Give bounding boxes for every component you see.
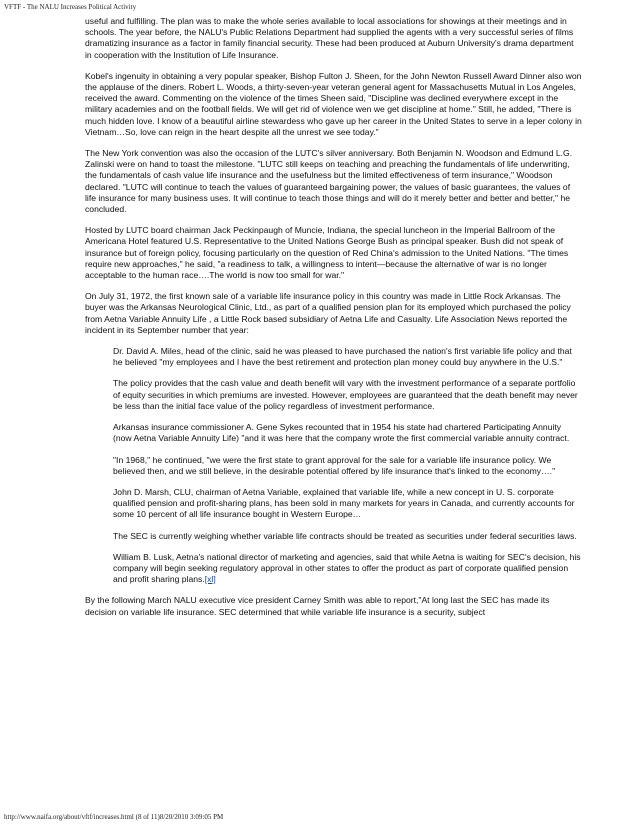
paragraph-lutc-anniversary: The New York convention was also the occasion of the LUTC's silver anniversary. Both Benjamin N. Woodson and Edmund L.G. Zalinski were on hand to toast the milestone. "LUTC still keeps on teaching and preaching the fundamentals of life underwriting, the fundamentals of cash value life insurance and the usefulness but the limited effectiveness of term insurance," Woodson declared. "LUTC will continue to teach the values of guaranteed bargaining power, the values of basic guarantees, the values of life insurance for many business uses. It will continue to teach those things and will do it merely better and better and better," he concluded. bbox=[85, 148, 573, 215]
quote-lusk bbox=[113, 552, 582, 586]
quote-policy-provision: The policy provides that the cash value and death benefit will vary with the investment performance of a separate portfolio of equity securities in which premiums are invested. However, employees are guaranteed that the death benefit may never be less than the initial face value of the policy regardless of investment performance. bbox=[113, 378, 578, 411]
paragraph-variable-life-sale: On July 31, 1972, the first known sale of a variable life insurance policy in this country was made in Little Rock Arkansas. The buyer was the Arkansas Neurological Clinic, Ltd., as part of a qualified pension plan for its employed which purchased the policy from Aetna Variable Annuity Life , a Little Rock based subsidiary of Aetna Life and Casualty. Life Association News reported the incident in its September number that year: bbox=[85, 291, 571, 335]
quote-sykes: Arkansas insurance commissioner A. Gene Sykes recounted that in 1954 his state had chartered Participating Annuity (now Aetna Variable Annuity Life) "and it was here that the company wrote the first commercial variable annuity contract. bbox=[113, 422, 570, 444]
page-footer: http://www.naifa.org/about/vftf/increases.html (8 of 11)8/20/2010 3:09:05 PM bbox=[4, 813, 224, 821]
quote-marsh: John D. Marsh, CLU, chairman of Aetna Variable, explained that variable life, while a new concept in U. S. corporate qualified pension and profit-sharing plans, has been sold in many markets for years in Canada, and currently accounts for some 10 percent of all life insurance bought in Western Europe… bbox=[113, 486, 575, 520]
page-header: VFTF - The NALU Increases Political Activity bbox=[4, 3, 137, 11]
paragraph-film-series: useful and fulfilling. The plan was to make the whole series available to local associations for showings at their meetings and in schools. The year before, the NALU's Public Relations Department had supplied the agents with a very successful series of films dramatizing insurance as a factor in family financial security. These had been produced at Auburn University's drama department in cooperation with the Institution of Life Insurance. bbox=[85, 16, 574, 60]
quote-1968: "In 1968," he continued, "we were the first state to grant approval for the sale for a variable life insurance policy. We believed then, and we still believe, in the desirable potential offered by life insurance that's linked to the economy…." bbox=[113, 454, 556, 476]
quote-sec: The SEC is currently weighing whether variable life contracts should be treated as securities under federal securities laws. bbox=[113, 530, 577, 541]
paragraph-sheen-speech: Kobel's ingenuity in obtaining a very popular speaker, Bishop Fulton J. Sheen, for the John Newton Russell Award Dinner also won the applause of the diners. Robert L. Woods, a thirty-seven-year veteran general agent for Massachusetts Mutual in Los Angeles, received the award. Commenting on the violence of the times Sheen said, "Discipline was declined everywhere except in the military academies and on the football fields. We will get rid of violence wen we get discipline at home." Still, he added, "There is much hidden love. I know of a beautiful airline stewardess who gave up her career in the United States to serve in a leper colony in Vietnam…So, love can reign in the heart despite all the unrest we see today." bbox=[85, 70, 582, 137]
quote-lusk-text: William B. Lusk, Aetna's national director of marketing and agencies, said that while Aetna is waiting for SEC's decision, his company will begin seeking regulatory approval in other states to offer the product as part of corporate qualified pension and profit sharing plans. bbox=[113, 551, 581, 585]
block-quote bbox=[113, 346, 582, 585]
article-body bbox=[85, 16, 582, 628]
footnote-link[interactable]: [xl] bbox=[204, 574, 216, 585]
paragraph-sec-decision: By the following March NALU executive vice president Carney Smith was able to report,"At long last the SEC has made its decision on variable life insurance. SEC determined that while variable life insurance is a security, subject bbox=[85, 595, 550, 617]
quote-miles: Dr. David A. Miles, head of the clinic, said he was pleased to have purchased the nation's first variable life policy and that he believed "my employees and I have the best retirement and protection plan money could buy anywhere in the U.S." bbox=[113, 346, 572, 368]
paragraph-bush-luncheon: Hosted by LUTC board chairman Jack Peckinpaugh of Muncie, Indiana, the special luncheon in the Imperial Ballroom of the Americana Hotel featured U.S. Representative to the United Nations George Bush as principal speaker. Bush did not speak of insurance but of foreign policy, focusing particularly on the question of Red China's admission to the United Nations. "The times require new approaches," he said, "a readiness to talk, a willingness to intent—because the alternative of war is no longer acceptable to the human race….The world is now too small for war." bbox=[85, 225, 569, 281]
